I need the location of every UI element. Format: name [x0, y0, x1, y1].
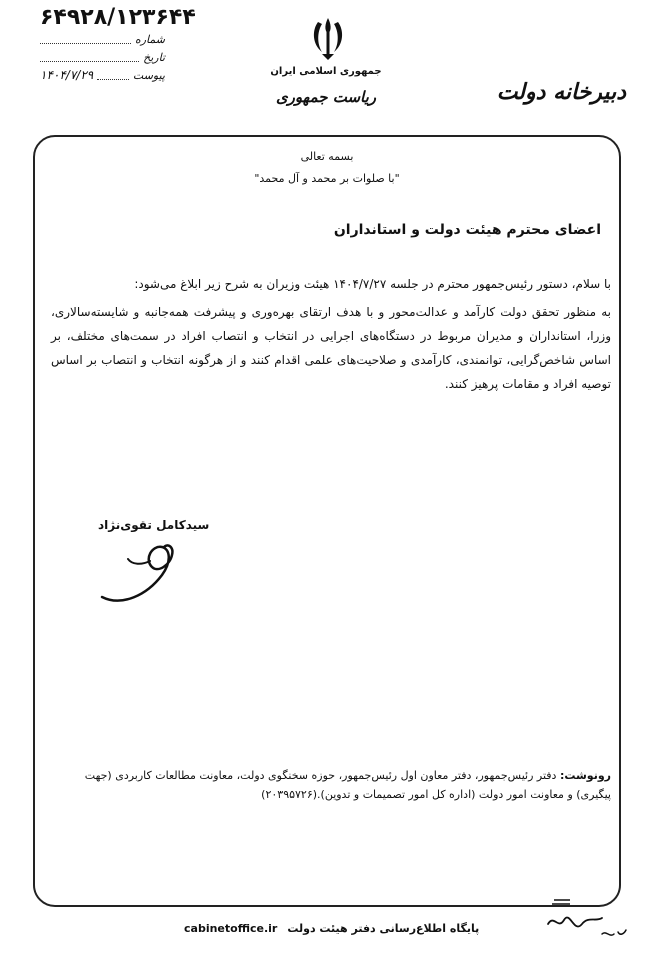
republic-name: جمهوری اسلامی ایران [270, 66, 382, 77]
secretariat-title: دبیرخانه دولت [496, 80, 626, 105]
footer [184, 922, 479, 935]
attachment-dots [97, 71, 129, 80]
iran-emblem-icon [308, 14, 348, 62]
date-dots [40, 53, 139, 62]
signatory-name: سیدکامل تقوی‌نژاد [98, 518, 210, 532]
cc-section [51, 766, 611, 804]
letter-meta [40, 5, 196, 84]
attachment-label: پیوست [132, 68, 165, 82]
date-label: تاریخ [143, 50, 165, 64]
directive-text: به منظور تحقق دولت کارآمد و عدالت‌محور و با هدف ارتقای بهره‌وری و پیشرفت همه‌جانبه و شایسته‌سالاری، وزرا، استانداران و مدیران مربوط در دستگاه‌های اجرایی در انتخاب و انتصاب افراد در سمت‌های مختلف، بر اساس شاخص‌گرایی، توانمندی، کارآمدی و صلاحیت‌های علمی اقدام کنند و از هرگونه انتخاب و انتصاب بر اساس توصیه افراد و مقامات پرهیز کنند. [51, 305, 611, 391]
footer-label: پایگاه اطلاع‌رسانی دفتر هیئت دولت [287, 922, 480, 935]
number-field [40, 30, 165, 48]
attachment-field [40, 66, 165, 84]
recipients-heading: اعضای محترم هیئت دولت و استانداران [333, 222, 601, 238]
footer-site: cabinetoffice.ir [184, 922, 278, 935]
date-field [40, 48, 165, 66]
initials-icon [540, 894, 630, 949]
presidency-title: ریاست جمهوری [275, 88, 377, 106]
number-label: شماره [134, 32, 165, 46]
letter-number: ۶۴۹۲۸/۱۲۳۶۴۴ [40, 5, 196, 30]
bismillah: بسمه تعالی [300, 150, 354, 163]
salawat: "با صلوات بر محمد و آل محمد" [254, 172, 400, 185]
letter-number-row [40, 5, 196, 30]
signature-icon [92, 535, 192, 615]
date-value: ۱۴۰۴/۷/۲۹ [40, 68, 94, 82]
letter-body [51, 272, 611, 396]
number-dots [40, 35, 131, 44]
emblem [303, 14, 353, 66]
greeting: با سلام، دستور رئیس‌جمهور محترم در جلسه ۱۴۰۴/۷/۲۷ هیئت وزیران به شرح زیر ابلاغ می‌شود: [134, 277, 611, 291]
cc-text: دفتر رئیس‌جمهور، دفتر معاون اول رئیس‌جمهور، حوزه سخنگوی دولت، معاونت مطالعات کاربردی (جهت پیگیری) و معاونت امور دولت (اداره کل امور تصمیمات و تدوین).(۲۰۳۹۵۷۲۶) [84, 769, 611, 801]
cc-label: رونوشت: [559, 769, 611, 782]
